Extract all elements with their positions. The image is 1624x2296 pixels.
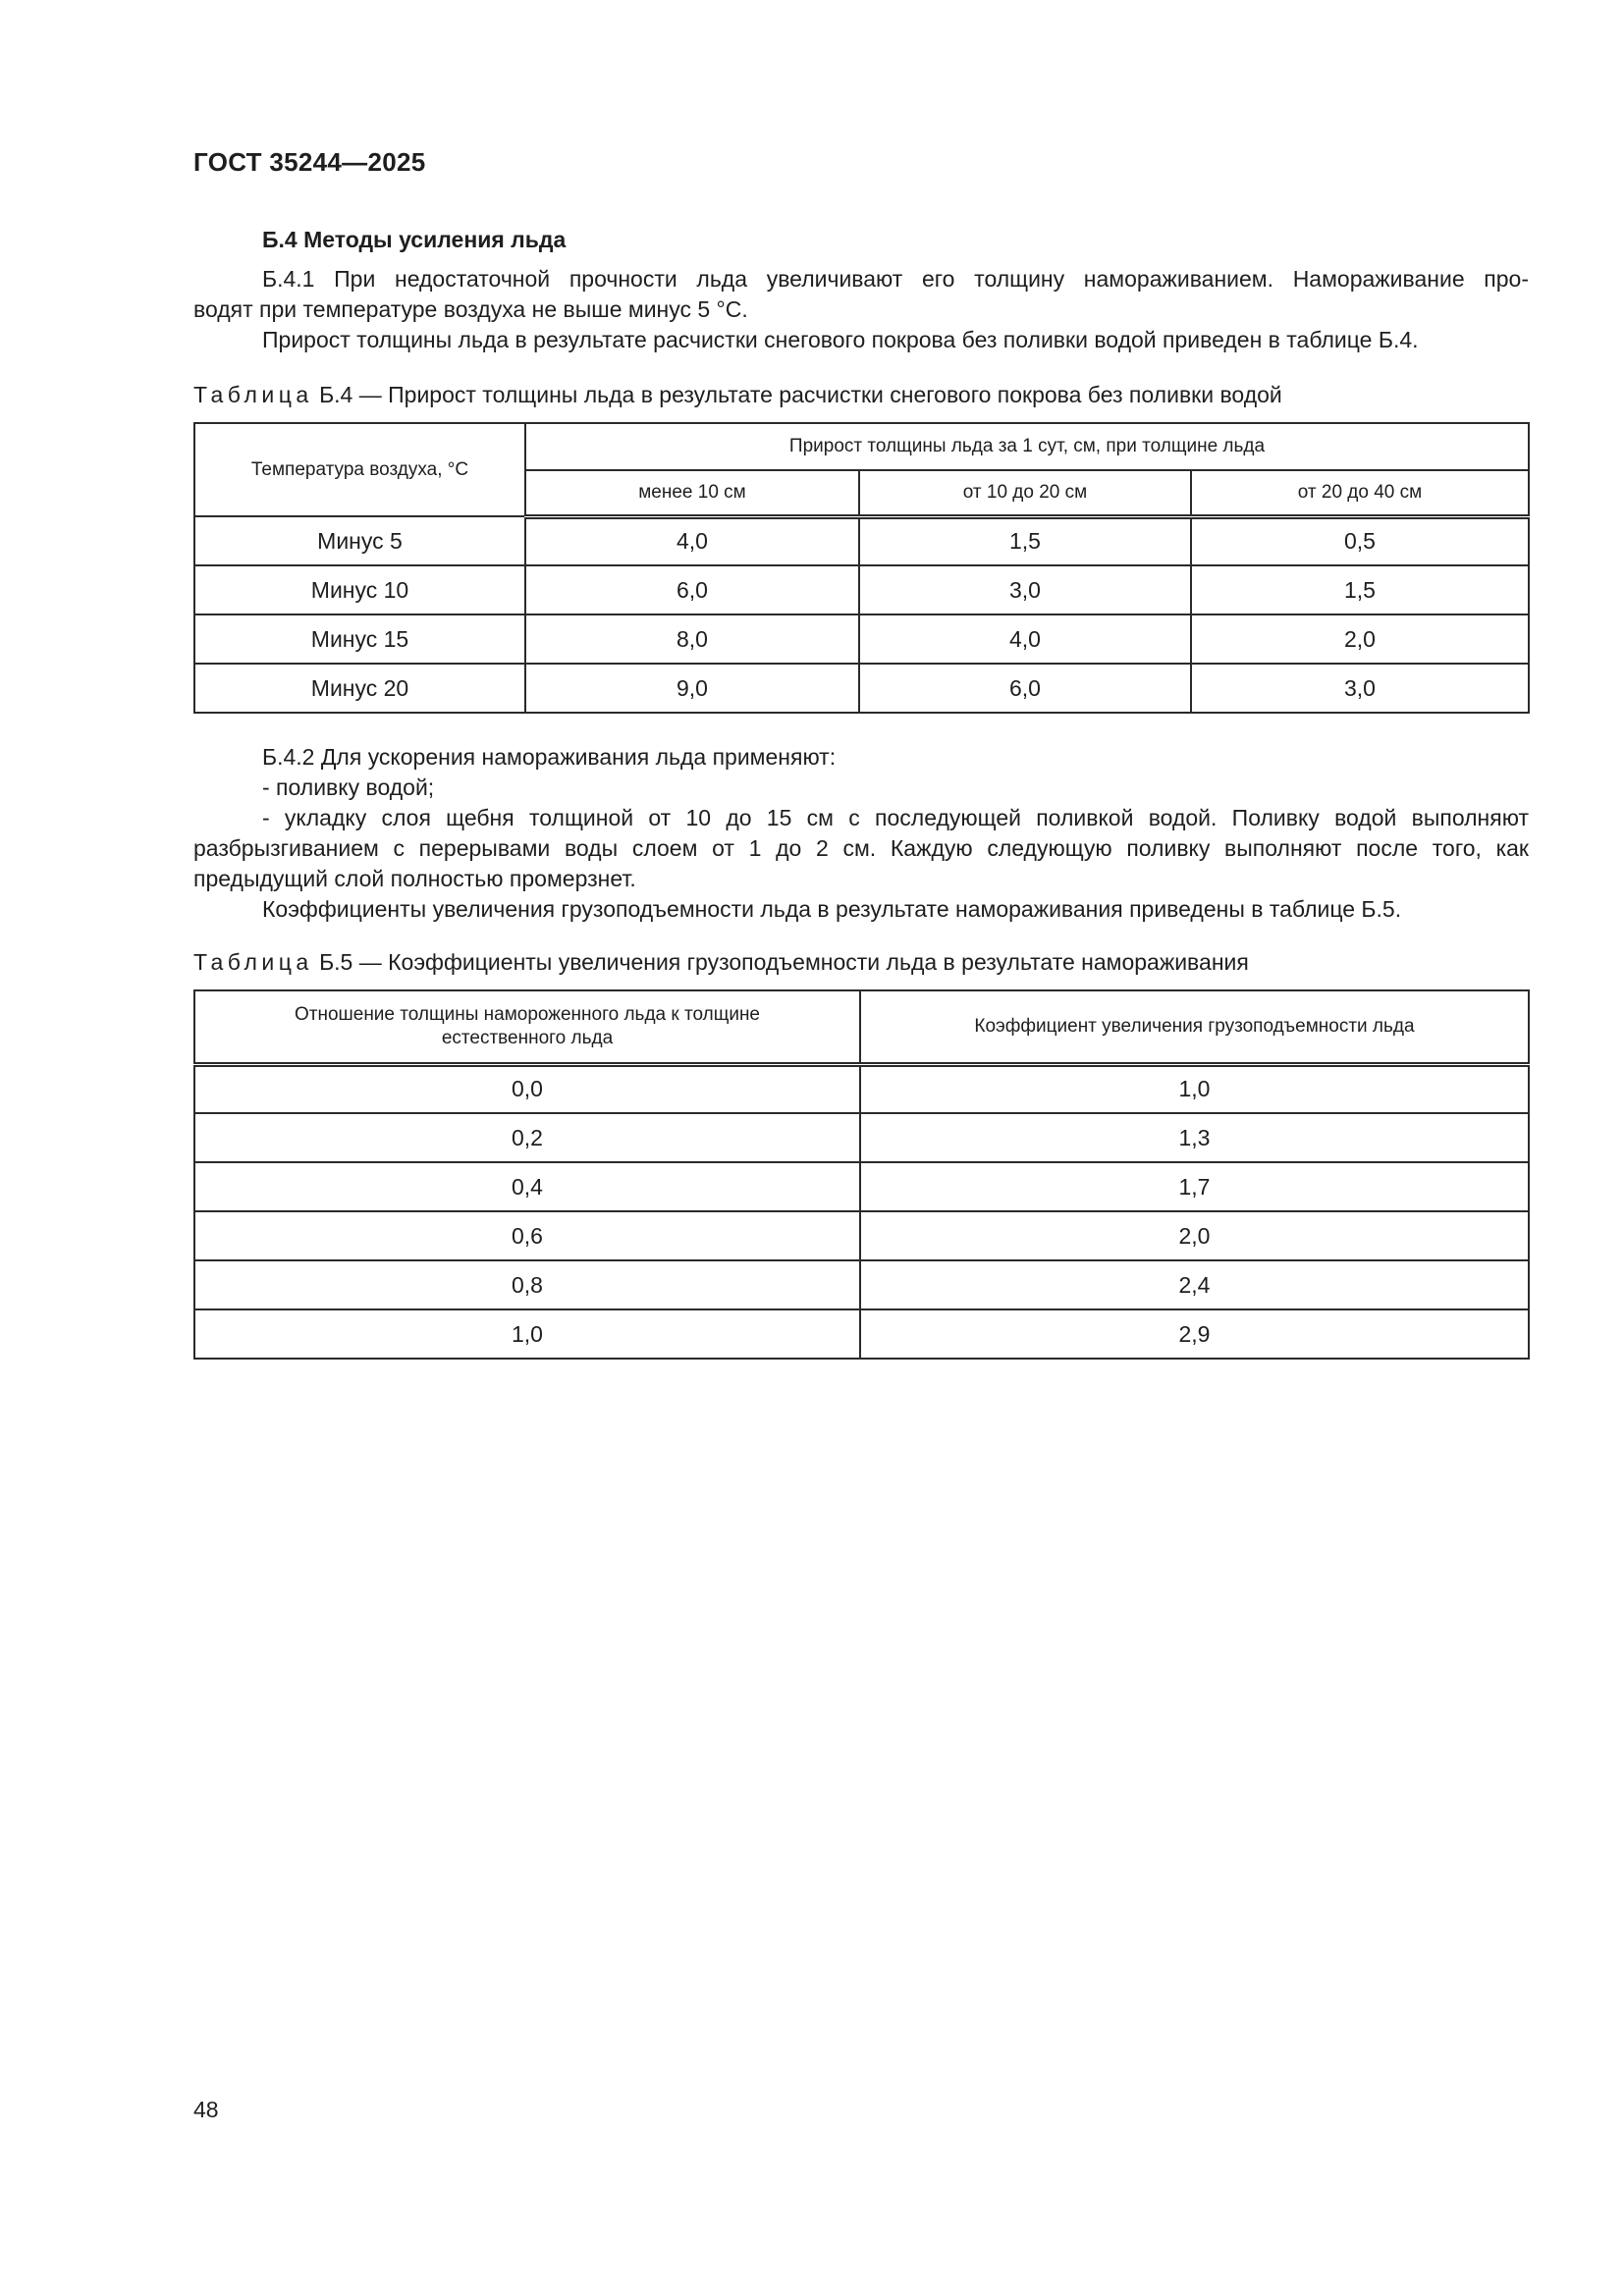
table-cell: 0,2 <box>194 1113 860 1162</box>
table-b5 <box>193 989 1530 1360</box>
table-cell: Минус 15 <box>194 614 525 664</box>
table-cell: 2,9 <box>860 1309 1529 1359</box>
table-b4-subheader: менее 10 см <box>525 470 859 516</box>
list-item-line1: - укладку слоя щебня толщиной от 10 до 15 см с последующей поливкой водой. Поливку водой выполняют <box>262 805 1529 830</box>
table-cell: 0,5 <box>1191 516 1529 565</box>
table-cell: 2,4 <box>860 1260 1529 1309</box>
table-cell: 1,0 <box>194 1309 860 1359</box>
table-row <box>194 1064 1529 1113</box>
table-cell: Минус 20 <box>194 664 525 713</box>
paragraph-b42-intro: Б.4.2 Для ускорения намораживания льда применяют: <box>262 744 837 770</box>
table-cell: 3,0 <box>859 565 1191 614</box>
table-row <box>194 614 1529 664</box>
table-cell: 0,0 <box>194 1064 860 1113</box>
table-b5-caption <box>193 949 1249 976</box>
document-header: ГОСТ 35244—2025 <box>193 147 426 177</box>
table-b4-subheader: от 20 до 40 см <box>1191 470 1529 516</box>
table-b5-caption-text: Б.5 — Коэффициенты увеличения грузоподъемности льда в результате намораживания <box>312 949 1249 975</box>
paragraph-b41 <box>193 264 1529 325</box>
table-b4-subheader: от 10 до 20 см <box>859 470 1191 516</box>
table-cell: 6,0 <box>859 664 1191 713</box>
paragraph-b42-table-ref: Коэффициенты увеличения грузоподъемности льда в результате намораживания приведены в таблице Б.5. <box>262 896 1402 922</box>
table-cell: 1,3 <box>860 1113 1529 1162</box>
page-number: 48 <box>193 2097 219 2122</box>
table-cell: 4,0 <box>525 516 859 565</box>
table-b5-caption-word: Таблица <box>193 949 313 975</box>
table-row <box>194 1211 1529 1260</box>
table-cell: 0,4 <box>194 1162 860 1211</box>
table-b5-header-coefficient: Коэффициент увеличения грузоподъемности льда <box>860 990 1529 1064</box>
table-b4 <box>193 422 1530 714</box>
paragraph-b41-line1: Б.4.1 При недостаточной прочности льда увеличивают его толщину намораживанием. Намораживание про- <box>262 266 1529 292</box>
table-cell: 1,7 <box>860 1162 1529 1211</box>
table-b5-header-row <box>194 990 1529 1064</box>
table-b4-caption-text: Б.4 — Прирост толщины льда в результате расчистки снегового покрова без поливки водой <box>312 382 1282 407</box>
table-row <box>194 664 1529 713</box>
paragraph-b41-line2: водят при температуре воздуха не выше минус 5 °С. <box>193 296 748 322</box>
table-b4-header-group: Прирост толщины льда за 1 сут, см, при толщине льда <box>525 423 1529 470</box>
table-cell: 2,0 <box>860 1211 1529 1260</box>
table-cell: 1,0 <box>860 1064 1529 1113</box>
table-b5-header-ratio-line1: Отношение толщины намороженного льда к толщине <box>294 1003 761 1025</box>
table-row <box>194 1113 1529 1162</box>
table-b4-header-temperature: Температура воздуха, °С <box>194 423 525 516</box>
table-row <box>194 1162 1529 1211</box>
table-b5-header-ratio <box>194 990 860 1064</box>
table-cell: Минус 10 <box>194 565 525 614</box>
table-cell: 1,5 <box>1191 565 1529 614</box>
table-cell: 0,6 <box>194 1211 860 1260</box>
table-b4-caption-word: Таблица <box>193 382 313 407</box>
table-cell: 8,0 <box>525 614 859 664</box>
table-row <box>194 1260 1529 1309</box>
table-cell: 2,0 <box>1191 614 1529 664</box>
table-cell: 0,8 <box>194 1260 860 1309</box>
table-cell: 9,0 <box>525 664 859 713</box>
paragraph-b42 <box>193 742 1529 925</box>
paragraph-b41-table-ref <box>193 325 1529 355</box>
table-row <box>194 516 1529 565</box>
table-b4-header-row <box>194 423 1529 470</box>
table-row <box>194 565 1529 614</box>
table-cell: 4,0 <box>859 614 1191 664</box>
table-b5-header-ratio-line2: естественного льда <box>441 1027 614 1048</box>
table-b4-caption <box>193 382 1282 408</box>
table-row <box>194 1309 1529 1359</box>
list-item-line2: разбрызгиванием с перерывами воды слоем от 1 до 2 см. Каждую следующую поливку выполняют после того, как <box>193 835 1529 861</box>
table-cell: 6,0 <box>525 565 859 614</box>
section-title: Б.4 Методы усиления льда <box>262 227 567 252</box>
list-item-line3: предыдущий слой полностью промерзнет. <box>193 866 636 891</box>
list-item: - поливку водой; <box>262 774 435 800</box>
table-cell: 3,0 <box>1191 664 1529 713</box>
table-cell: 1,5 <box>859 516 1191 565</box>
table-cell: Минус 5 <box>194 516 525 565</box>
paragraph-b41-table-ref-text: Прирост толщины льда в результате расчистки снегового покрова без поливки водой приведен в таблице Б.4. <box>262 327 1419 352</box>
